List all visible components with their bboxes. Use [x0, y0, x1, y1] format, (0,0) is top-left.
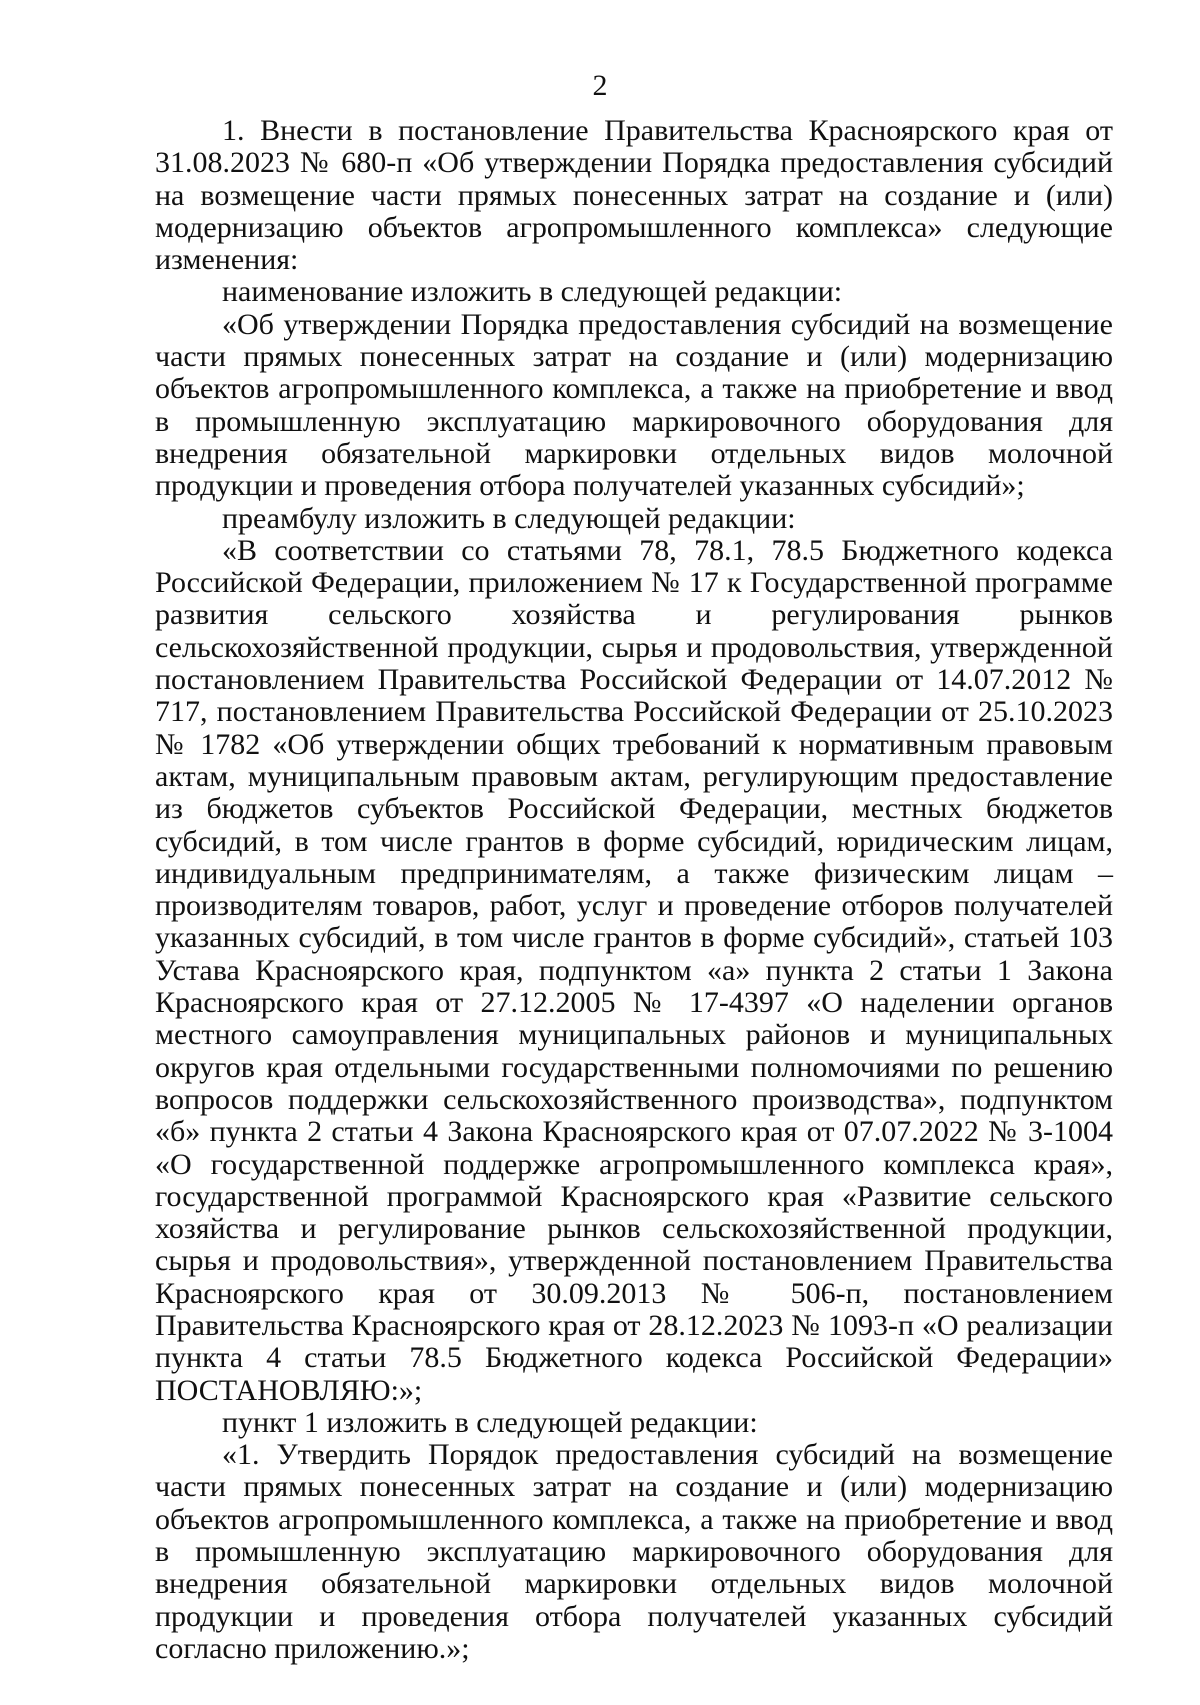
paragraph-point-1-instruction: пункт 1 изложить в следующей редакции: [222, 1405, 758, 1439]
paragraph-title-instruction: наименование изложить в следующей редакции: [222, 275, 843, 309]
paragraph-new-point-1: «1. Утвердить Порядок предоставления субсидий на возмещение части прямых понесенных затрат на создание и (или) модернизацию объектов агропромышленного комплекса, а также на приобретение и ввод в промышленную эксплуатацию маркировочного оборудования для внедрения обязательной маркировки отдельных видов молочной продукции и проведения отбора получателей указанных субсидий согласно приложению.»; [155, 1438, 1113, 1665]
page-number: 2 [592, 69, 608, 102]
paragraph-preamble-instruction: преамбулу изложить в следующей редакции: [222, 501, 796, 535]
paragraph-new-preamble: «В соответствии со статьями 78, 78.1, 78.5 Бюджетного кодекса Российской Федерации, приложением № 17 к Государственной программе развития сельского хозяйства и регулирования рынков сельскохозяйственной продукции, сырья и продовольствия, утвержденной постановлением Правительства Российской Федерации от 14.07.2012 № 717, постановлением Правительства Российской Федерации от 25.10.2023 № 1782 «Об утверждении общих требований к нормативным правовым актам, муниципальным правовым актам, регулирующим предоставление из бюджетов субъектов Российской Федерации, местных бюджетов субсидий, в том числе грантов в форме субсидий, юридическим лицам, индивидуальным предпринимателям, а также физическим лицам – производителям товаров, работ, услуг и проведение отборов получателей указанных субсидий, в том числе грантов в форме субсидий», статьей 103 Устава Красноярского края, подпунктом «а» пункта 2 статьи 1 Закона Красноярского края от 27.12.2005 № 17-4397 «О наделении органов местного самоуправления муниципальных районов и муниципальных округов края отдельными государственными полномочиями по решению вопросов поддержки сельскохозяйственного производства», подпунктом «б» пункта 2 статьи 4 Закона Красноярского края от 07.07.2022 № 3-1004 «О государственной поддержке агропромышленного комплекса края», государственной программой Красноярского края «Развитие сельского хозяйства и регулирование рынков сельскохозяйственной продукции, сырья и продовольствия», утвержденной постановлением Правительства Красноярского края от 30.09.2013 № 506-п, постановлением Правительства Красноярского края от 28.12.2023 № 1093-п «О реализации пункта 4 статьи 78.5 Бюджетного кодекса Российской Федерации» ПОСТАНОВЛЯЮ:»; [155, 533, 1113, 1407]
paragraph-new-title: «Об утверждении Порядка предоставления субсидий на возмещение части прямых понесенных затрат на создание и (или) модернизацию объектов агропромышленного комплекса, а также на приобретение и ввод в промышленную эксплуатацию маркировочного оборудования для внедрения обязательной маркировки отдельных видов молочной продукции и проведения отбора получателей указанных субсидий»; [155, 307, 1113, 503]
paragraph-item-1-amendment-intro: 1. Внести в постановление Правительства Красноярского края от 31.08.2023 № 680-п «Об утверждении Порядка предоставления субсидий на возмещение части прямых понесенных затрат на создание и (или) модернизацию объектов агропромышленного комплекса» следующие изменения: [155, 114, 1113, 277]
document-body [155, 115, 1113, 1665]
